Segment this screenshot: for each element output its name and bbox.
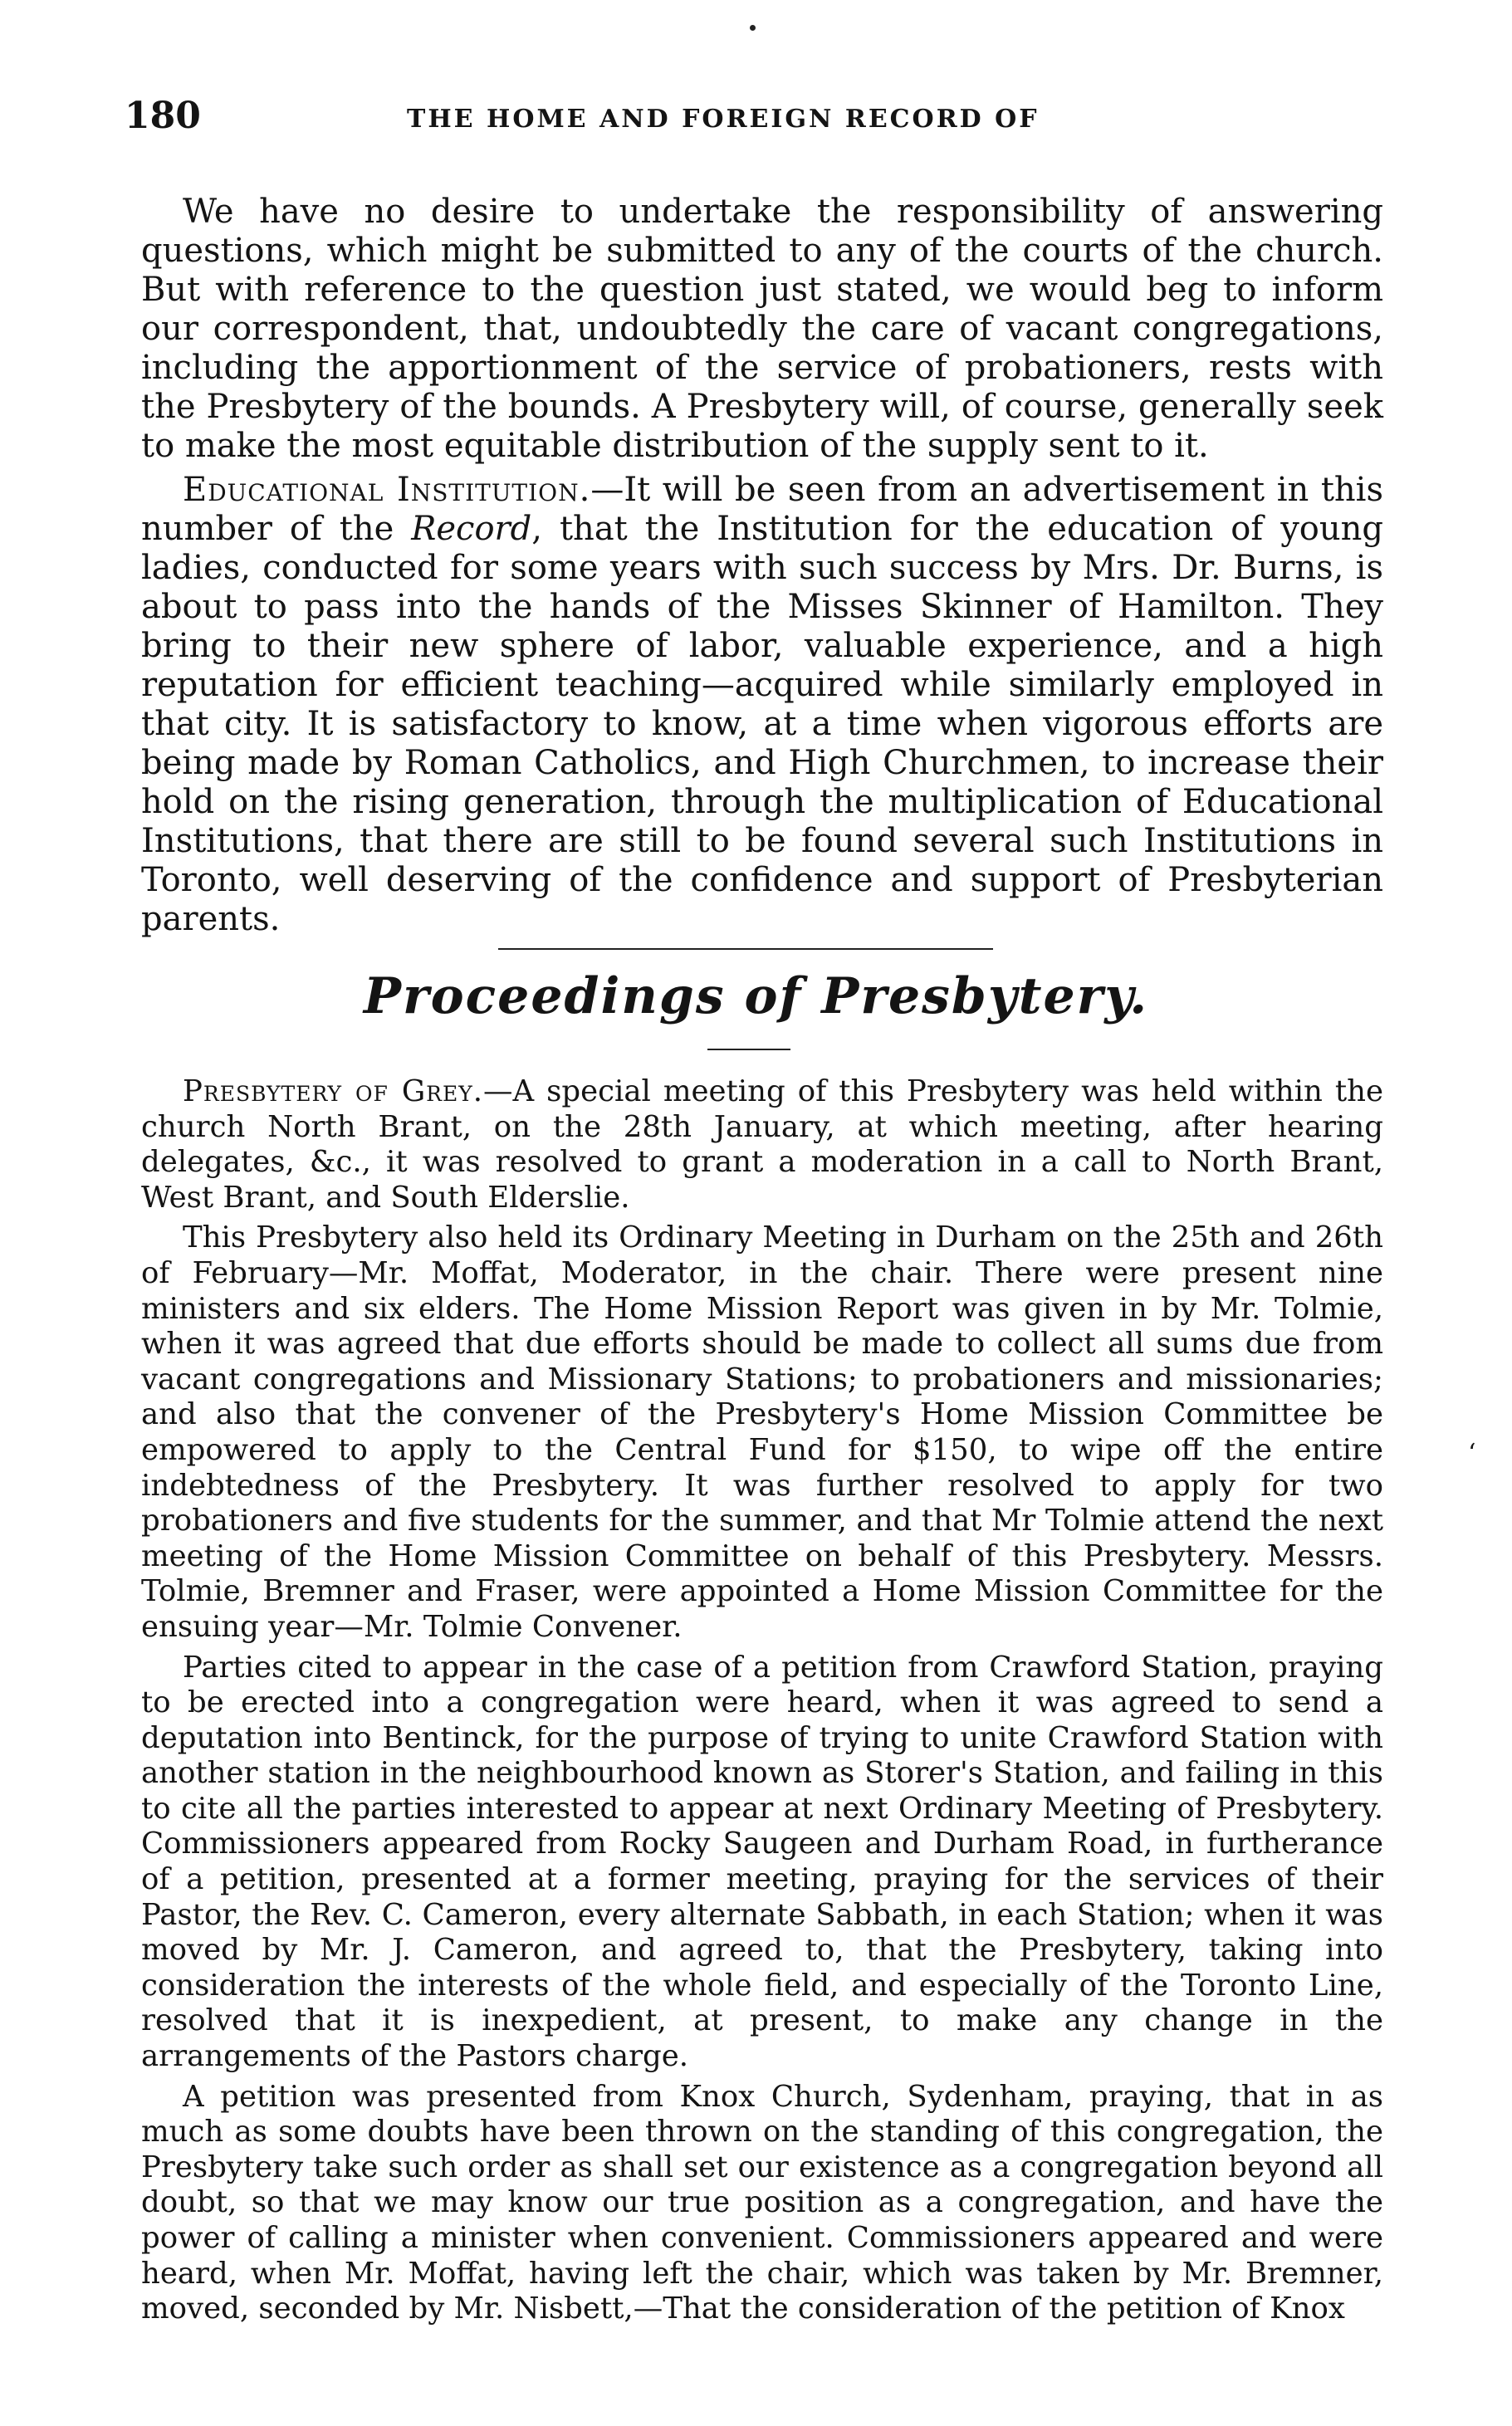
paragraph-lead: Educational Institution. [183,471,591,509]
margin-mark: ‘ [1468,1439,1476,1468]
page-header [125,95,1387,144]
paragraph-text: , that the Institution for the education of young ladies, conducted for some years with such success by Mrs. Dr. Burns, is about to pass into the hands of the Misses Skinner of Hamilton. They bring to their new sphere of labor, valuable experience, and a high reputation for efficient teaching—acquired while similarly employed in that city. It is satisfactory to know, at a time when vigorous efforts are being made by Roman Catholics, and High Churchmen, to increase their hold on the rising generation, through the multiplication of Educational Institutions, that there are still to be found several such Institutions in Toronto, well deserving of the confidence and support of Presbyterian parents. [141,510,1383,938]
paragraph-educational-institution [141,471,1383,939]
section-rule-bottom [707,1049,790,1050]
paragraph-ordinary-meeting: This Presbytery also held its Ordinary Meeting in Durham on the 25th and 26th of February—Mr. Moffat, Moderator, in the chair. There were present nine ministers and six elders. The Home Mission Report was given in by Mr. Tolmie, when it was agreed that due efforts should be made to collect all sums due from vacant congregations and Missionary Stations; to probationers and missionaries; and also that the convener of the Presbytery's Home Mission Committee be empowered to apply to the Central Fund for $150, to wipe off the entire indebtedness of the Presbytery. It was further resolved to apply for two probationers and five students for the summer, and that Mr Tolmie attend the next meeting of the Home Mission Committee on behalf of this Presbytery. Messrs. Tolmie, Bremner and Fraser, were appointed a Home Mission Committee for the ensuing year—Mr. Tolmie Convener. [141,1220,1383,1644]
page-number: 180 [125,95,201,137]
record-title: Record [411,510,532,548]
article-presbytery-of-grey [141,1074,1383,2332]
running-title: THE HOME AND FOREIGN RECORD OF [407,105,1040,134]
paragraph-crawford-station: Parties cited to appear in the case of a petition from Crawford Station, praying to be erected into a congregation were heard, when it was agreed to send a deputation into Bentinck, for the purpose of trying to unite Crawford Station with another station in the neighbourhood known as Storer's Station, and failing in this to cite all the parties interested to appear at next Ordinary Meeting of Presbytery. Commissioners appeared from Rocky Saugeen and Durham Road, in furtherance of a petition, presented at a former meeting, praying for the services of their Pastor, the Rev. C. Cameron, every alternate Sabbath, in each Station; when it was moved by Mr. J. Cameron, and agreed to, that the Presbytery, taking into consideration the interests of the whole field, and especially of the Toronto Line, resolved that it is inexpedient, at present, to make any change in the arrangements of the Pastors charge. [141,1650,1383,2074]
paragraph-special-meeting [141,1074,1383,1215]
article-editorial [141,193,1383,944]
top-center-dot [750,25,756,31]
paragraph-answering-questions: We have no desire to undertake the responsibility of answering questions, which might be submitted to any of the courts of the church. But with reference to the question just stated, we would beg to inform our correspondent, that, undoubtedly the care of vacant congregations, including the apportionment of the service of probationers, rests with the Presbytery of the bounds. A Presbytery will, of course, generally seek to make the most equitable distribution of the supply sent to it. [141,193,1383,465]
section-rule-top [498,948,993,950]
paragraph-text: —A special meeting of this Presbytery was held within the church North Brant, on the 28th January, at which meeting, after hearing delegates, &c., it was resolved to grant a moderation in a call to North Brant, West Brant, and South Elderslie. [141,1074,1383,1215]
paragraph-knox-church: A petition was presented from Knox Church, Sydenham, praying, that in as much as some doubts have been thrown on the standing of this congregation, the Presbytery take such order as shall set our existence as a congregation beyond all doubt, so that we may know our true position as a congregation, and have the power of calling a minister when convenient. Commissioners appeared and were heard, when Mr. Moffat, having left the chair, which was taken by Mr. Bremner, moved, seconded by Mr. Nisbett,—That the consideration of the petition of Knox [141,2079,1383,2326]
paragraph-lead: Presbytery of Grey. [183,1074,484,1108]
paragraph-text: —It will be seen from an advertisement in this number of the [141,471,1383,548]
section-heading: Proceedings of Presbytery. [363,967,1149,1025]
